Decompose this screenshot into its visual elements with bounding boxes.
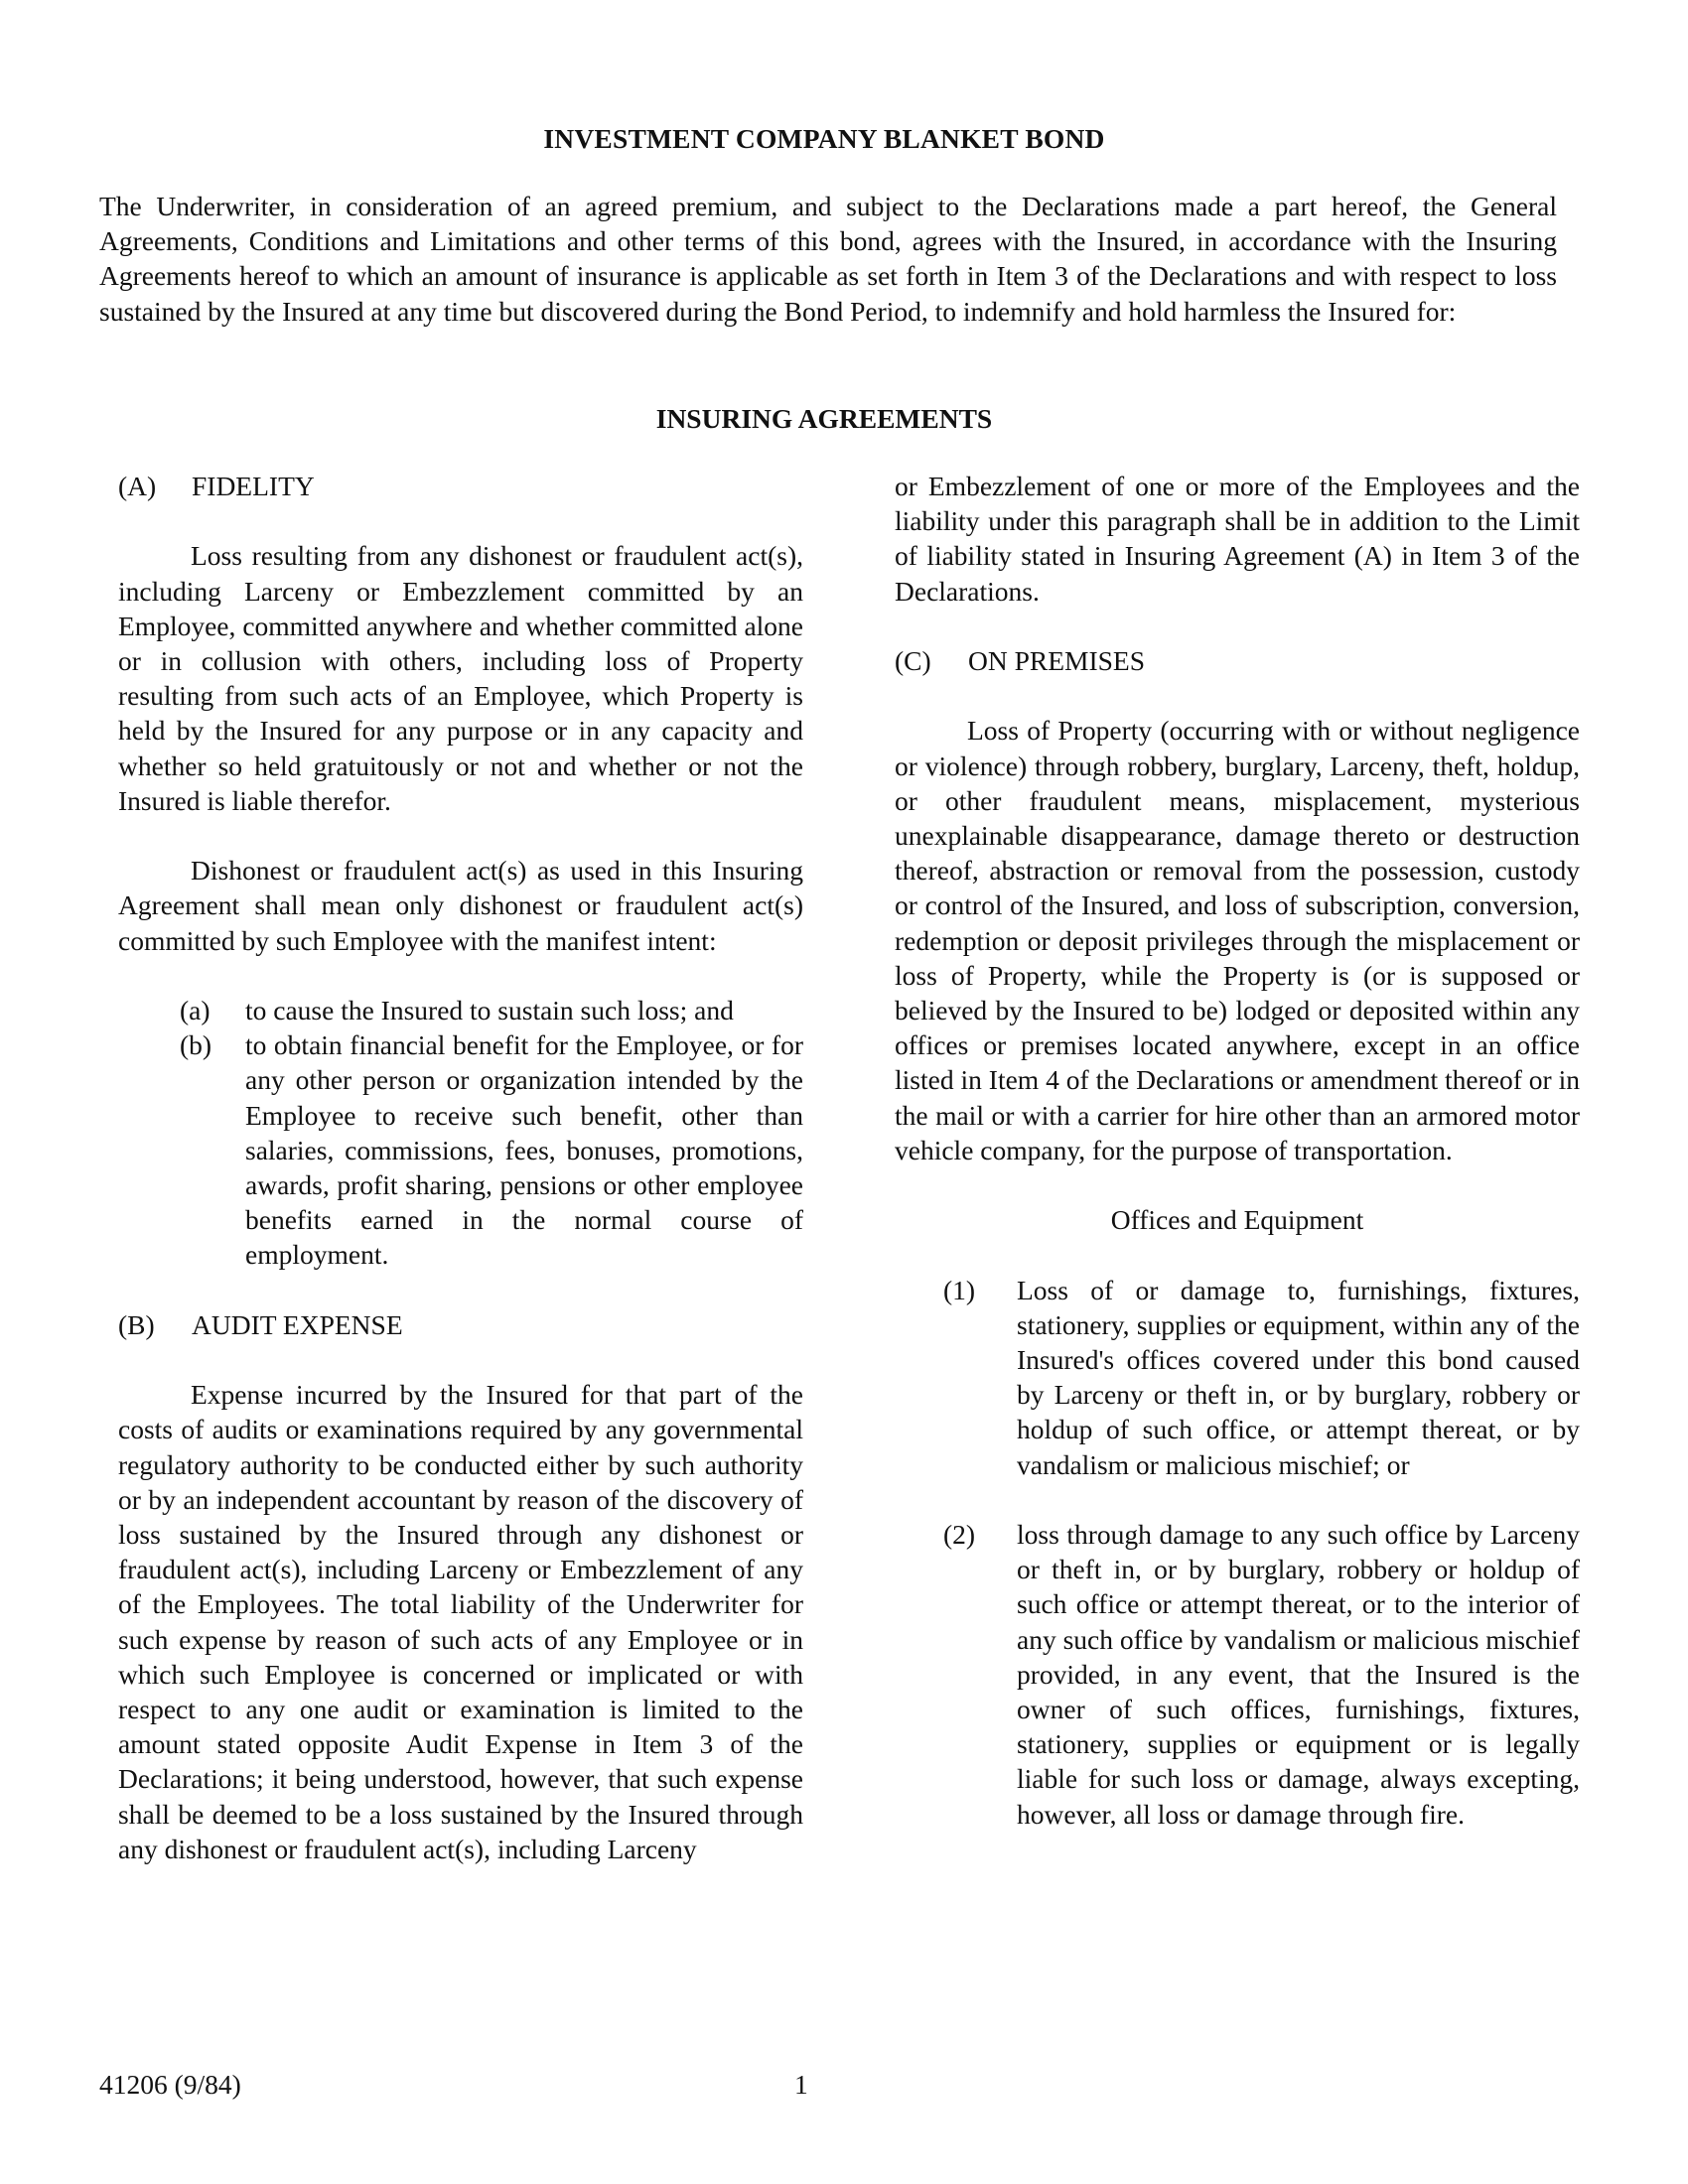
list-item-marker: (1) bbox=[943, 1274, 976, 1305]
list-item-text: to cause the Insured to sustain such loss; and bbox=[245, 995, 734, 1025]
audit-expense-heading-text: AUDIT EXPENSE bbox=[192, 1308, 403, 1340]
list-item-text: loss through damage to any such office by Larceny or theft in, or by burglary, robbery or holdup of such office or attempt thereat, or to the interior of any such office by vandalism or malicious mischief provided, in any event, that the Insured is the owner of such offices, furnishings, fixtures, stationery, supplies or equipment or is legally liable for such loss or damage, always excepting, however, all loss or damage through fire. bbox=[1017, 1519, 1580, 1830]
section-heading: INSURING AGREEMENTS bbox=[655, 403, 993, 434]
on-premises-paragraph: Loss of Property (occurring with or without negligence or violence) through robbery, burglary, Larceny, theft, holdup, or other fraudulent means, misplacement, mysterious unexplainable disappearance, damage thereto or destruction thereof, abstraction or removal from the possession, custody or control of the Insured, and loss of subscription, conversion, redemption or deposit privileges through the misplacement or loss of Property, while the Property is (or is supposed or believed by the Insured to be) lodged or deposited within any offices or premises located anywhere, except in an office listed in Item 4 of the Declarations or amendment thereof or in the mail or with a carrier for hire other than an armored motor vehicle company, for the purpose of transportation. bbox=[895, 715, 1580, 1165]
fidelity-intent-list bbox=[180, 993, 803, 1273]
offices-equipment-subheading: Offices and Equipment bbox=[1110, 1204, 1364, 1236]
fidelity-heading-text: FIDELITY bbox=[192, 471, 315, 501]
list-item bbox=[180, 993, 803, 1027]
fidelity-paragraph-1: Loss resulting from any dishonest or fraudulent act(s), including Larceny or Embezzlement committed by an Employee, committed anywhere and whether committed alone or in collusion with others, including loss of Property resulting from such acts of an Employee, which Property is held by the Insured for any purpose or in any capacity and whether so held gratuitously or not and whether or not the Insured is liable therefor. bbox=[118, 540, 803, 816]
list-item-marker: (b) bbox=[180, 1029, 212, 1061]
on-premises-tag: (C) bbox=[895, 645, 931, 676]
on-premises-heading-text: ON PREMISES bbox=[968, 645, 1146, 676]
intro-paragraph: The Underwriter, in consideration of an agreed premium, and subject to the Declarations made a part hereof, the General Agreements, Conditions and Limitations and other terms of this bond, agrees with the Insured, in accordance with the Insuring Agreements hereof to which an amount of insurance is applicable as set forth in Item 3 of the Declarations and with respect to loss sustained by the Insured at any time but discovered during the Bond Period, to indemnify and hold harmless the Insured for: bbox=[99, 191, 1557, 327]
list-item bbox=[943, 1517, 1580, 1832]
list-item bbox=[943, 1273, 1580, 1482]
on-premises-heading bbox=[895, 643, 1580, 678]
form-number: 41206 (9/84) bbox=[99, 2069, 241, 2100]
left-column bbox=[118, 469, 803, 1866]
audit-expense-continuation: or Embezzlement of one or more of the Employees and the liability under this paragraph shall be in addition to the Limit of liability stated in Insuring Agreement (A) in Item 3 of the Declarations. bbox=[895, 471, 1580, 607]
offices-equipment-list bbox=[943, 1273, 1580, 1832]
list-item-marker: (2) bbox=[943, 1519, 976, 1551]
audit-expense-tag: (B) bbox=[118, 1308, 155, 1340]
fidelity-tag: (A) bbox=[118, 471, 157, 501]
list-item-text: Loss of or damage to, furnishings, fixtures, stationery, supplies or equipment, within any of the Insured's offices covered under this bond caused by Larceny or theft in, or by burglary, robbery or holdup of such office, or attempt thereat, or by vandalism or malicious mischief; or bbox=[1017, 1274, 1580, 1480]
fidelity-heading bbox=[118, 469, 803, 503]
list-item bbox=[180, 1027, 803, 1272]
audit-expense-paragraph: Expense incurred by the Insured for that part of the costs of audits or examinations required by any governmental regulatory authority to be conducted either by such authority or by an independent accountant by reason of the discovery of loss sustained by the Insured through any dishonest or fraudulent act(s), including Larceny or Embezzlement of any of the Employees. The total liability of the Underwriter for such expense by reason of such acts of any Employee or in which such Employee is concerned or implicated or with respect to any one audit or examination is limited to the amount stated opposite Audit Expense in Item 3 of the Declarations; it being understood, however, that such expense shall be deemed to be a loss sustained by the Insured through any dishonest or fraudulent act(s), including Larceny bbox=[118, 1379, 803, 1864]
document-title: INVESTMENT COMPANY BLANKET BOND bbox=[543, 123, 1105, 154]
list-item-text: to obtain financial benefit for the Employee, or for any other person or organization intended by the Employee to receive such benefit, other than salaries, commissions, fees, bonuses, promotions, awards, profit sharing, pensions or other employee benefits earned in the normal course of employment. bbox=[245, 1029, 803, 1271]
list-item-marker: (a) bbox=[180, 995, 211, 1025]
page-number: 1 bbox=[794, 2069, 808, 2100]
right-column bbox=[895, 469, 1580, 1832]
fidelity-paragraph-2: Dishonest or fraudulent act(s) as used in this Insuring Agreement shall mean only dishonest or fraudulent act(s) committed by such Employee with the manifest intent: bbox=[118, 855, 803, 956]
audit-expense-heading bbox=[118, 1307, 803, 1342]
